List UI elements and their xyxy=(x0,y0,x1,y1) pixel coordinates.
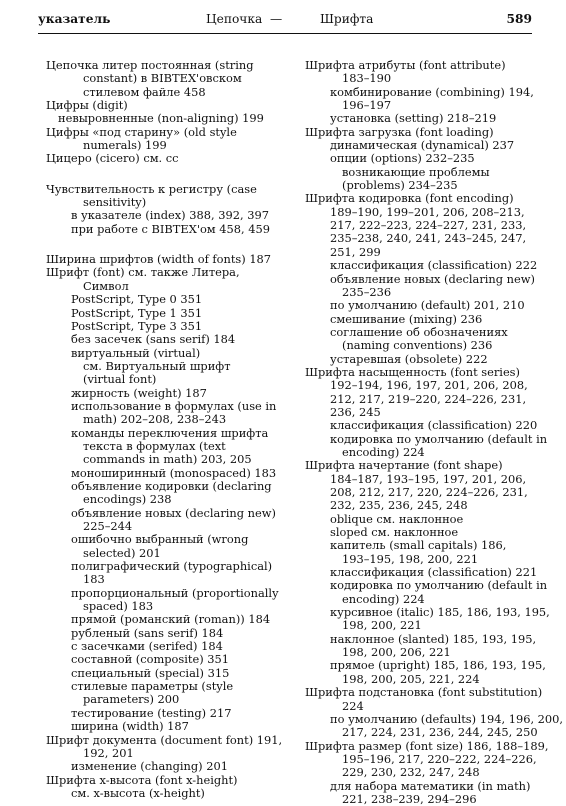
index-subentry: 235–236 xyxy=(342,284,392,299)
header-rule xyxy=(38,33,532,34)
index-column-left xyxy=(46,59,294,800)
index-subentry: 193–195, 198, 200, 221 xyxy=(342,551,479,566)
index-subentry: пропорциональный (proportionally xyxy=(71,585,279,600)
index-entry: Цепочка литер постоянная (string xyxy=(46,58,254,72)
index-entry: Шрифта загрузка (font loading) xyxy=(305,124,494,139)
index-subentry: стилевые параметры (style xyxy=(71,679,234,694)
index-subentry: кодировка по умолчанию (default in xyxy=(330,578,548,593)
index-subentry: классификация (classification) 221 xyxy=(330,565,538,580)
index-subentry: 236, 245 xyxy=(330,404,381,419)
index-entry: Шрифт документа (document font) 191, xyxy=(46,732,283,747)
index-subentry: 195–196, 217, 220–222, 224–226, xyxy=(342,751,537,766)
index-subentry: 192, 201 xyxy=(83,745,134,760)
index-subentry: комбинирование (combining) 194, xyxy=(330,84,534,99)
index-subentry: 183–190 xyxy=(342,71,392,86)
index-subentry: (naming conventions) 236 xyxy=(342,338,493,353)
index-subentry: 198, 200, 221 xyxy=(342,618,422,633)
index-subentry: spaced) 183 xyxy=(83,599,154,614)
index-entry: Шрифта начертание (font shape) xyxy=(305,458,503,473)
index-subentry: рубленый (sans serif) 184 xyxy=(71,625,224,640)
page-number: 589 xyxy=(506,12,532,26)
index-entry: Шрифта насыщенность (font series) xyxy=(305,364,520,379)
index-subentry: специальный (special) 315 xyxy=(71,665,230,680)
index-subentry: oblique см. наклонное xyxy=(330,511,464,526)
index-subentry: классификация (classification) 220 xyxy=(330,418,538,433)
index-subentry: в указателе (index) 388, 392, 397 xyxy=(71,208,269,223)
index-subentry: parameters) 200 xyxy=(83,692,180,707)
index-subentry: numerals) 199 xyxy=(83,138,167,153)
index-subentry: использование в формулах (use in xyxy=(71,398,277,413)
index-subentry: encoding) 224 xyxy=(342,591,425,606)
index-subentry: объявление новых (declaring new) xyxy=(71,505,276,520)
index-subentry: 212, 217, 219–220, 224–226, 231, xyxy=(330,391,527,406)
index-subentry: 229, 230, 232, 247, 248 xyxy=(342,765,480,780)
index-subentry: при работе с BIBTEX'ом 458, 459 xyxy=(71,221,271,236)
index-subentry: объявление новых (declaring new) xyxy=(330,271,535,286)
index-subentry: тестирование (testing) 217 xyxy=(71,705,232,720)
index-subentry: 208, 212, 217, 220, 224–226, 231, xyxy=(330,485,528,499)
index-subentry: (problems) 234–235 xyxy=(342,178,458,193)
index-subentry: полиграфический (typographical) xyxy=(71,559,273,574)
index-subentry: encodings) 238 xyxy=(83,492,172,507)
index-subentry: установка (setting) 218–219 xyxy=(330,111,497,126)
header-range-start: Цепочка xyxy=(206,12,263,26)
entry-gap xyxy=(46,236,294,253)
index-subentry: 221, 238–239, 294–296 xyxy=(342,791,477,806)
index-entry: Шрифта кодировка (font encoding) xyxy=(305,191,514,206)
entry-gap xyxy=(46,166,294,183)
index-entry: Цицеро (cicero) см. cc xyxy=(46,151,179,166)
index-subentry: math) 202–208, 238–243 xyxy=(83,412,227,427)
index-subentry: динамическая (dynamical) 237 xyxy=(330,138,515,153)
index-subentry: устаревшая (obsolete) 222 xyxy=(330,351,488,366)
index-subentry: 192–194, 196, 197, 201, 206, 208, xyxy=(330,378,528,393)
index-subentry: 232, 235, 236, 245, 248 xyxy=(330,498,468,513)
index-subentry: невыровненные (non-aligning) 199 xyxy=(58,111,264,126)
index-subentry: объявление кодировки (declaring xyxy=(71,478,272,493)
header-dash: — xyxy=(270,12,283,26)
index-subentry: прямое (upright) 185, 186, 193, 195, xyxy=(330,658,546,673)
index-subentry: ширина (width) 187 xyxy=(71,719,189,734)
index-subentry: возникающие проблемы xyxy=(342,164,490,179)
index-subentry: см. x-высота (x-height) xyxy=(71,785,205,800)
index-subentry: жирность (weight) 187 xyxy=(71,385,207,400)
index-subentry: encoding) 224 xyxy=(342,444,425,459)
index-subentry: кодировка по умолчанию (default in xyxy=(330,431,548,446)
index-subentry: моноширинный (monospaced) 183 xyxy=(71,465,277,480)
index-subentry: 189–190, 199–201, 206, 208–213, xyxy=(330,204,525,219)
index-subentry: опции (options) 232–235 xyxy=(330,151,475,166)
header-range-end: Шрифта xyxy=(320,12,374,26)
index-subentry: ошибочно выбранный (wrong xyxy=(71,532,249,547)
index-subentry: 198, 200, 205, 221, 224 xyxy=(342,671,480,686)
index-subentry: команды переключения шрифта xyxy=(71,425,269,440)
index-subentry: смешивание (mixing) 236 xyxy=(330,311,483,326)
index-subentry: 225–244 xyxy=(83,519,133,533)
index-subentry: PostScript, Type 0 351 xyxy=(71,292,203,307)
index-entry: Шрифта размер (font size) 186, 188–189, xyxy=(305,738,549,753)
index-entry: Шрифта атрибуты (font attribute) xyxy=(305,58,506,72)
index-subentry: 198, 200, 206, 221 xyxy=(342,645,451,660)
index-entry: Шрифта x-высота (font x-height) xyxy=(46,772,238,787)
index-subentry: (virtual font) xyxy=(83,372,157,387)
index-subentry: selected) 201 xyxy=(83,545,161,560)
index-subentry: 235–238, 240, 241, 243–245, 247, xyxy=(330,231,527,246)
header-section: указатель xyxy=(38,12,111,26)
index-entry: Цифры (digit) xyxy=(46,98,128,113)
running-header xyxy=(38,12,532,32)
index-entry: Цифры «под старину» (old style xyxy=(46,124,237,139)
index-subentry: стилевом файле 458 xyxy=(83,84,206,99)
index-entry: Ширина шрифтов (width of fonts) 187 xyxy=(46,252,272,267)
index-subentry: constant) в BIBTEX'овском xyxy=(83,71,242,86)
index-subentry: 224 xyxy=(342,698,364,713)
index-subentry: прямой (романский (roman)) 184 xyxy=(71,612,271,627)
index-subentry: commands in math) 203, 205 xyxy=(83,452,252,467)
index-column-right xyxy=(305,58,564,806)
index-subentry: текста в формулах (text xyxy=(83,438,226,453)
index-subentry: капитель (small capitals) 186, xyxy=(330,538,507,553)
index-subentry: наклонное (slanted) 185, 193, 195, xyxy=(330,631,537,646)
index-subentry: курсивное (italic) 185, 186, 193, 195, xyxy=(330,605,550,620)
index-subentry: по умолчанию (defaults) 194, 196, 200, xyxy=(330,711,564,726)
index-subentry: sloped см. наклонное xyxy=(330,525,459,540)
index-subentry: 183 xyxy=(83,572,105,587)
index-subentry: Символ xyxy=(83,278,129,293)
index-subentry: для набора математики (in math) xyxy=(330,778,531,793)
index-subentry: виртуальный (virtual) xyxy=(71,345,201,360)
index-subentry: по умолчанию (default) 201, 210 xyxy=(330,298,525,313)
index-entry: Шрифт (font) см. также Литера, xyxy=(46,265,240,280)
index-entry: Шрифта подстановка (font substitution) xyxy=(305,685,543,700)
index-subentry: 196–197 xyxy=(342,98,392,113)
index-entry: Чувствительность к регистру (case xyxy=(46,181,257,196)
index-subentry: PostScript, Type 1 351 xyxy=(71,305,203,320)
index-subentry: соглашение об обозначениях xyxy=(330,324,508,339)
index-subentry: с засечками (serifed) 184 xyxy=(71,639,223,654)
index-subentry: 217, 222–223, 224–227, 231, 233, xyxy=(330,218,527,233)
index-subentry: PostScript, Type 3 351 xyxy=(71,318,203,333)
index-subentry: sensitivity) xyxy=(83,195,147,210)
index-subentry: 217, 224, 231, 236, 244, 245, 250 xyxy=(342,725,538,740)
index-subentry: составной (composite) 351 xyxy=(71,652,230,667)
index-subentry: классификация (classification) 222 xyxy=(330,258,538,273)
index-subentry: 184–187, 193–195, 197, 201, 206, xyxy=(330,471,527,486)
index-subentry: 251, 299 xyxy=(330,244,381,259)
index-subentry: без засечек (sans serif) 184 xyxy=(71,332,236,347)
index-subentry: изменение (changing) 201 xyxy=(71,759,228,774)
index-subentry: см. Виртуальный шрифт xyxy=(83,358,231,373)
